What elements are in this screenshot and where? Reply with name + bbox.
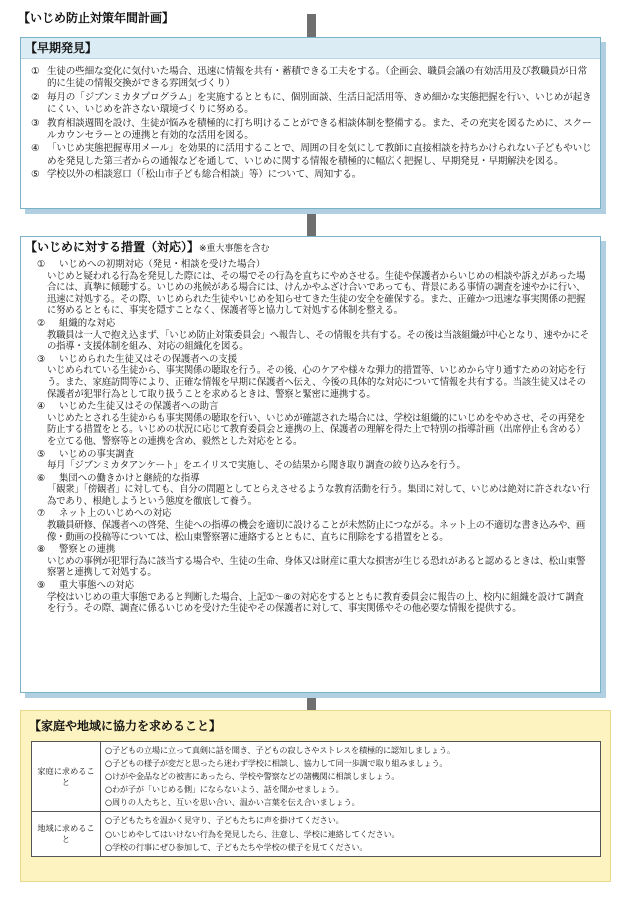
list-item: ○子どもの立場に立って真剣に話を聞き、子どもの寂しさやストレスを積極的に認知しましょう。 — [105, 745, 455, 755]
measures-section — [20, 236, 601, 693]
item-number: ④ — [31, 143, 40, 155]
measure-heading: 警察との連携 — [59, 544, 116, 556]
item-number: ⑤ — [31, 169, 40, 181]
measure-body: 教職員は一人で抱え込まず、「いじめ防止対策委員会」へ報告し、その情報を共有する。その後は当該組織が中心となり、速やかにその指導・支援体制を組み、対応の組織化を図る。 — [47, 329, 590, 353]
item-number: ⑨ — [37, 580, 46, 592]
measure-body: いじめの事例が犯罪行為に該当する場合や、生徒の生命、身体又は財産に重大な損害が生じる恐れがあると認めるときは、松山東警察署と連携して対処する。 — [47, 555, 586, 579]
list-item: ○けがや金品などの被害にあったら、学校や警察などの諸機関に相談しましょう。 — [105, 771, 400, 782]
measure-heading: 集団への働きかけと継続的な指導 — [59, 472, 200, 484]
cooperation-section — [20, 710, 611, 882]
item-text: 学校以外の相談窓口（「松山市子ども総合相談」等）について、周知する。 — [47, 169, 362, 181]
category-cell: 地域に求めること — [32, 812, 101, 856]
measure-heading: いじめへの初期対応（発見・相談を受けた場合） — [59, 259, 266, 270]
measures-title: 【いじめに対する措置（対応）】 — [25, 240, 200, 254]
items-cell — [101, 812, 601, 856]
early-detection-section — [20, 37, 601, 209]
cooperation-table — [31, 741, 601, 857]
item-number: ① — [31, 66, 40, 77]
measure-item — [31, 580, 592, 615]
measures-note: ※重大事態を含む — [199, 244, 270, 254]
item-number: ④ — [37, 401, 46, 413]
measure-body: いじめと疑われる行為を発見した際には、その場でその行為を直ちにやめさせる。生徒や保護者からいじめの相談や訴えがあった場合には、真摯に傾聴する。いじめの兆候がある場合には、けんかやふざけ合いであっても、背景にある事情の調査を速やかに行い、迅速に対処する。その際、いじめられた生徒やいじめを知らせてきた生徒の安全を確保する。また、正確かつ迅速な事実関係の把握に努めるとともに、事実を隠すことなく、保護者等と協力して対処する体制を整える。 — [47, 270, 586, 317]
measures-list — [31, 259, 592, 616]
list-item: ○わが子が「いじめる側」にならないよう、話を聞かせましょう。 — [105, 784, 344, 795]
list-item: ○子どもたちを温かく見守り、子どもたちに声を掛けてください。 — [105, 815, 344, 826]
measure-body: いじめたとされる生徒からも事実関係の聴取を行い、いじめが確認された場合には、学校は組織的にいじめをやめさせ、その再発を防止する措置をとる。いじめの状況に応じて教育委員会と連携の上、保護者の理解を得た上で特別の指導計画（出席停止も含める）を立てる他、警察等との連携を含め、毅然とした対応をとる。 — [47, 412, 586, 447]
items-cell — [101, 742, 601, 812]
measure-body: 教職員研修、保護者への啓発、生徒への指導の機会を適切に設けることが未然防止につながる。ネット上の不適切な書き込みや、画像・動画の投稿等については、松山東警察署に連絡するとともに、直ちに削除をする措置をとる。 — [47, 520, 586, 543]
item-number: ③ — [37, 353, 46, 365]
measure-body: 学校はいじめの重大事態であると判断した場合、上記①〜⑧の対応をするとともに教育委員会に報告の上、校内に組織を設けて調査を行う。その際、調査に係るいじめを受けた生徒やその保護者に対して、事実関係やその他必要な情報を提供する。 — [47, 591, 584, 615]
measure-item — [31, 449, 592, 472]
measure-heading: いじめた生徒又はその保護者への助言 — [59, 401, 219, 413]
connector-bar-bottom — [307, 692, 316, 712]
list-item: ○いじめやしてはいけない行為を発見したら、注意し、学校に連絡してください。 — [105, 828, 400, 839]
item-number: ⑧ — [37, 544, 46, 556]
measure-heading: ネット上のいじめへの対応 — [59, 508, 172, 520]
measure-item — [31, 508, 592, 543]
document-title: 【いじめ防止対策年間計画】 — [18, 11, 175, 25]
list-item: ○学校の行事にぜひ参加して、子どもたちや学校の様子を見てください。 — [105, 841, 368, 852]
category-cell: 家庭に求めること — [32, 742, 101, 812]
measure-body: いじめられている生徒から、事実関係の聴取を行う。その後、心のケアや様々な弾力的措置等、いじめから守り通すための対応を行う。また、家庭訪問等により、正確な情報を早期に保護者へ伝え、今後の具体的な対応について情報を共有する。当該生徒又はその保護者が犯罪行為として取り扱うことを求めるときは、警察と緊密に連携する。 — [47, 365, 586, 400]
connector-bar-middle — [307, 212, 316, 238]
measure-item — [31, 473, 592, 508]
measures-header — [21, 237, 600, 257]
early-detection-title: 【早期発見】 — [21, 38, 600, 59]
early-detection-list — [31, 66, 592, 183]
item-number: ⑤ — [37, 448, 46, 460]
measure-body: 毎月「ジブンミカタアンケート」をエイリスで実施し、その結果から聞き取り調査の絞り込みを行う。 — [47, 460, 466, 472]
measure-heading: 組織的な対応 — [59, 317, 116, 329]
item-number: ① — [37, 259, 46, 270]
measure-heading: いじめられた生徒又はその保護者への支援 — [59, 353, 238, 365]
list-item: ○子どもの様子が変だと思ったら迷わず学校に相談し、協力して同一歩調で取り組みましょう。 — [105, 758, 448, 769]
item-number: ② — [37, 317, 46, 329]
measure-item — [31, 318, 592, 353]
measure-body: 「観衆」「傍観者」に対しても、自分の問題としてとらえさせるような教育活動を行う。集団に対して、いじめは絶対に許されない行為であり、根絶しようという態度を徹底して養う。 — [47, 484, 590, 507]
item-number: ② — [31, 91, 40, 103]
table-row — [32, 742, 601, 812]
early-detection-item — [31, 118, 592, 143]
table-row — [32, 812, 601, 856]
item-text: 教育相談週間を設け、生徒が悩みを積極的に打ち明けることができる相談体制を整備する。また、その充実を図るために、スクールカウンセラーとの連携と有効的な活用を図る。 — [47, 117, 592, 142]
cooperation-title: 【家庭や地域に協力を求めること】 — [29, 719, 222, 733]
item-text: 「いじめ実態把握専用メール」を効果的に活用することで、周囲の目を気にして教師に直接相談を持ちかけられない子どもやいじめを発見した第三者からの通報などを通して、いじめに関する情報を積極的に幅広く把握し、早期発見・早期解決を図る。 — [47, 143, 592, 167]
measure-item — [31, 401, 592, 447]
list-item: ○周りの人たちと、互いを思い合い、温かい言葉を伝え合いましょう。 — [105, 797, 360, 808]
early-detection-item — [31, 66, 592, 91]
item-number: ⑦ — [37, 508, 46, 520]
measure-heading: 重大事態への対応 — [59, 580, 135, 592]
item-number: ③ — [31, 117, 40, 129]
measure-heading: いじめの事実調査 — [59, 448, 135, 460]
early-detection-item — [31, 143, 592, 168]
measure-item — [31, 259, 592, 317]
measure-item — [31, 544, 592, 579]
item-text: 毎月の「ジブンミカタプログラム」を実施するとともに、個別面談、生活日記活用等、きめ細かな実態把握を行い、いじめが起きにくい、いじめを許さない環境づくりに努める。 — [47, 91, 592, 116]
early-detection-item — [31, 169, 592, 181]
item-number: ⑥ — [37, 472, 46, 484]
item-text: 生徒の些細な変化に気付いた場合、迅速に情報を共有・蓄積できる工夫をする。（企画会、職員会議の有効活用及び教職員が日常的に生徒の情報交換ができる雰囲気づくり） — [47, 66, 588, 90]
early-detection-item — [31, 92, 592, 117]
measure-item — [31, 354, 592, 400]
